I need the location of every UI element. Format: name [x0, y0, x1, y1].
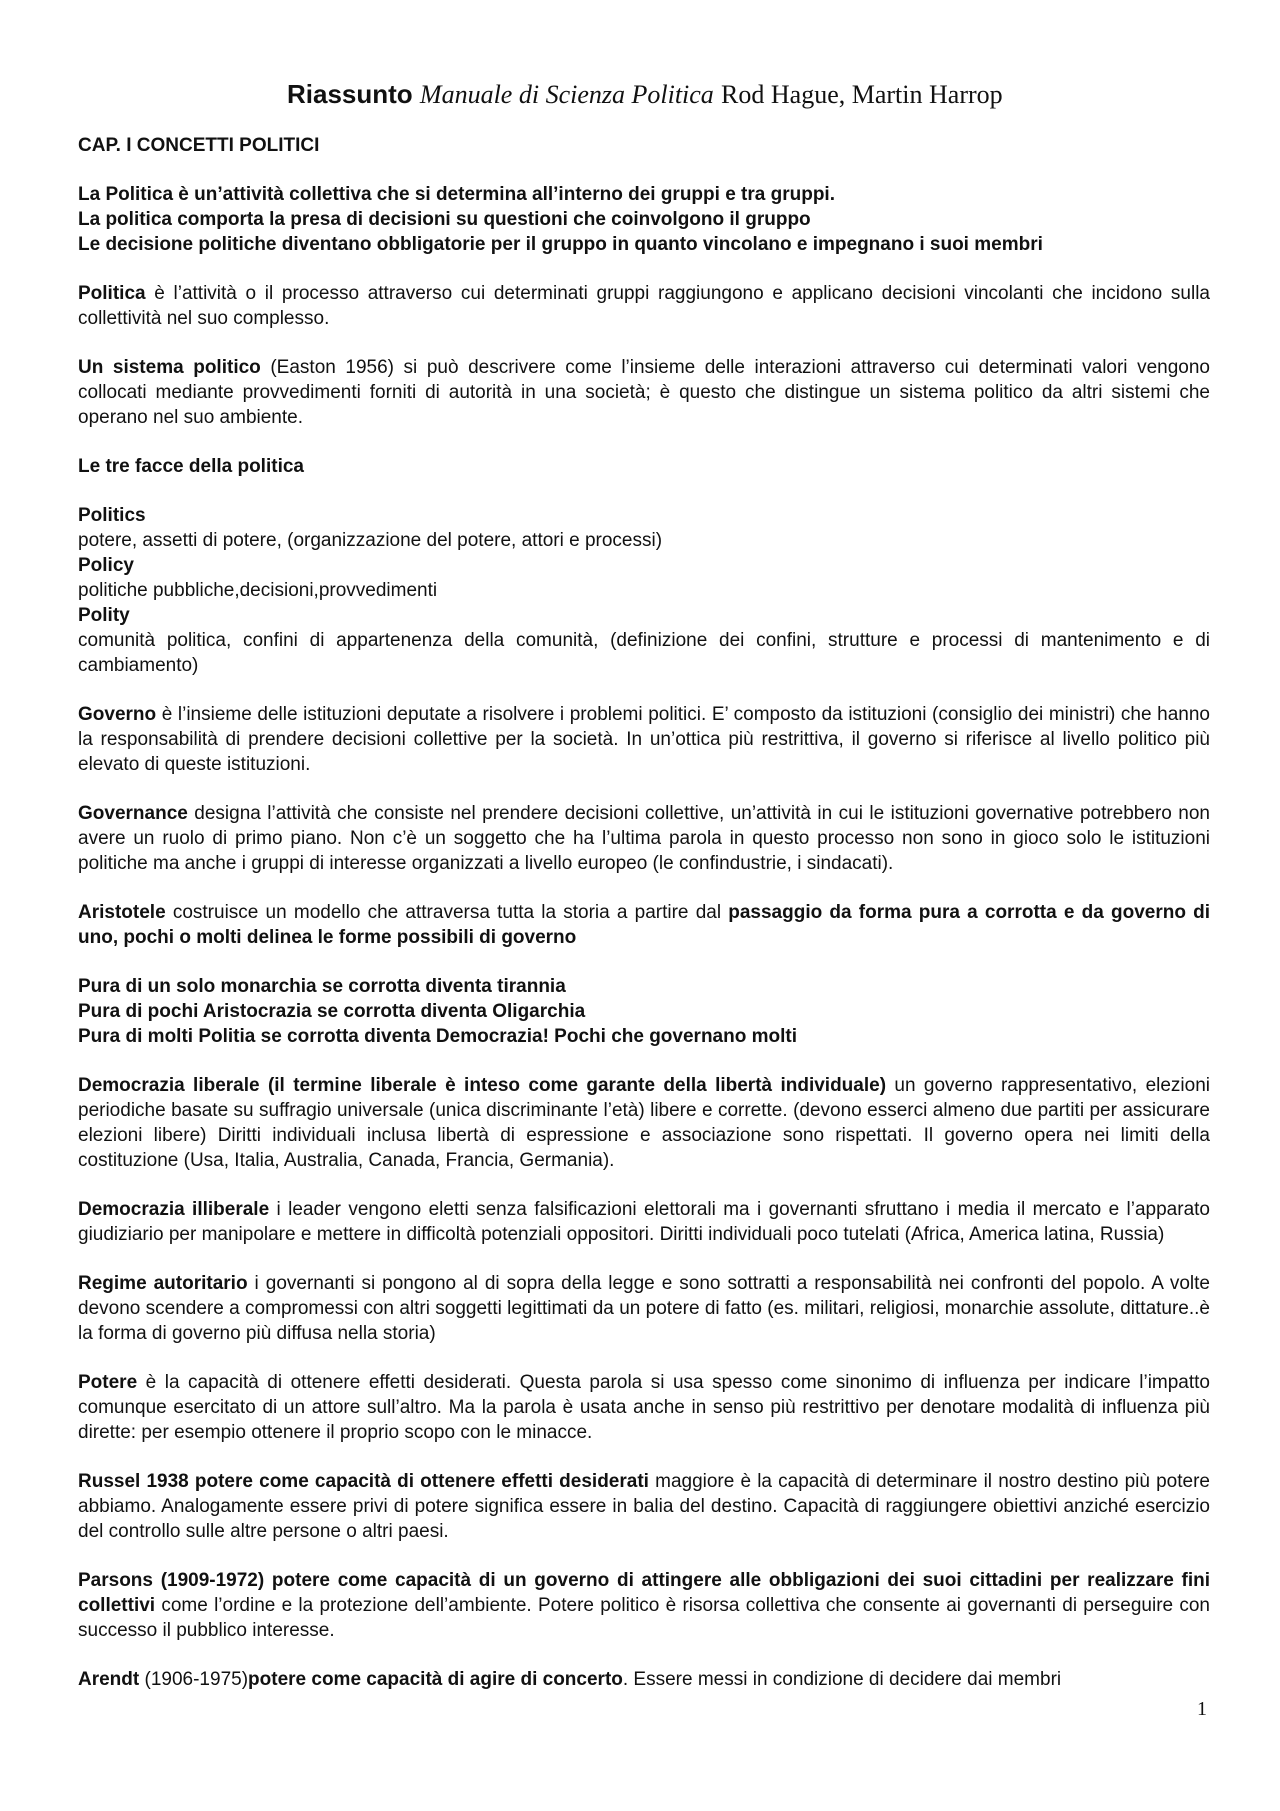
- sistema-term: Un sistema politico: [78, 357, 261, 378]
- forma-line: Pura di molti Politia se corrotta diventa Democrazia! Pochi che governano molti: [78, 1026, 797, 1047]
- tre-facce-heading: Le tre facce della politica: [78, 456, 304, 477]
- potere-text: è la capacità di ottenere effetti desiderati. Questa parola si usa spesso come sinonimo di influenza per indicare l’impatto comunque esercitato di un attore sull’altro. Ma la parola è usata anche in senso più restrittivo per denotare modalità di influenza più dirette: per esempio ottenere il proprio scopo con le minacce.: [78, 1372, 1210, 1443]
- politics-text: potere, assetti di potere, (organizzazione del potere, attori e processi): [78, 530, 663, 551]
- russel-paragraph: [78, 1469, 1210, 1544]
- politica-term: Politica: [78, 283, 146, 304]
- regime-text: i governanti si pongono al di sopra della legge e sono sottratti a responsabilità nei confronti del popolo. A volte devono scendere a compromessi con altri soggetti legittimati da un potere di fatto (es. militari, religiosi, monarchie assolute, dittature..è la forma di governo più diffusa nella storia): [78, 1273, 1211, 1344]
- document-title: [287, 78, 1087, 111]
- politics-term: Politics: [78, 505, 146, 526]
- sistema-text: (Easton 1956) si può descrivere come l’insieme delle interazioni attraverso cui determinati valori vengono collocati mediante provvedimenti forniti di autorità in una società; è questo che distingue un sistema politico da altri sistemi che operano nel suo ambiente.: [78, 357, 1210, 428]
- dem-illiberale-text: i leader vengono eletti senza falsificazioni elettorali ma i governanti sfruttano i media il mercato e l’apparato giudiziario per manipolare e mettere in difficoltà potenziali oppositori. Diritti individuali poco tutelati (Africa, America latina, Russia): [78, 1199, 1210, 1245]
- sistema-paragraph: [78, 355, 1210, 430]
- politica-text: è l’attività o il processo attraverso cui determinati gruppi raggiungono e applicano decisioni vincolanti che incidono sulla collettività nel suo complesso.: [78, 283, 1210, 329]
- intro-paragraph: [78, 182, 1210, 257]
- facce-paragraph: [78, 503, 1210, 678]
- governance-term: Governance: [78, 803, 188, 824]
- aristotele-text: costruisce un modello che attraversa tutta la storia a partire dal: [165, 902, 729, 923]
- polity-line: [78, 603, 1210, 678]
- potere-paragraph: [78, 1370, 1210, 1445]
- intro-line: La politica comporta la presa di decisioni su questioni che coinvolgono il gruppo: [78, 209, 811, 230]
- policy-text: politiche pubbliche,decisioni,provvedimenti: [78, 580, 438, 601]
- title-authors: Rod Hague, Martin Harrop: [721, 80, 1003, 109]
- aristotele-paragraph: [78, 900, 1210, 950]
- parsons-term: Parsons (1909-1972) potere come capacità di un governo di attingere alle obbligazioni dei suoi cittadini per realizzare fini collettivi: [78, 1570, 1210, 1616]
- policy-term: Policy: [78, 555, 134, 576]
- polity-text: comunità politica, confini di appartenenza della comunità, (definizione dei confini, strutture e processi di mantenimento e di cambiamento): [78, 630, 1210, 676]
- intro-line: La Politica è un’attività collettiva che si determina all’interno dei gruppi e tra gruppi.: [78, 184, 835, 205]
- governo-term: Governo: [78, 704, 157, 725]
- forma-line: Pura di pochi Aristocrazia se corrotta diventa Oligarchia: [78, 1001, 586, 1022]
- politica-paragraph: [78, 281, 1210, 331]
- dem-liberale-paragraph: [78, 1073, 1210, 1173]
- forma-line: Pura di un solo monarchia se corrotta diventa tirannia: [78, 976, 566, 997]
- forme-paragraph: [78, 974, 1210, 1049]
- intro-line: Le decisione politiche diventano obbligatorie per il gruppo in quanto vincolano e impegnano i suoi membri: [78, 234, 1043, 255]
- polity-term: Polity: [78, 605, 130, 626]
- arendt-paragraph: [78, 1667, 1210, 1692]
- title-book: Manuale di Scienza Politica: [419, 80, 714, 109]
- potere-term: Potere: [78, 1372, 138, 1393]
- arendt-years: (1906-1975): [139, 1669, 249, 1690]
- russel-term: Russel 1938 potere come capacità di ottenere effetti desiderati: [78, 1471, 649, 1492]
- dem-liberale-text: un governo rappresentativo, elezioni periodiche basate su suffragio universale (unica discriminante l’età) libere e corrette. (devono esserci almeno due partiti per assicurare elezioni libere) Diritti individuali inclusa libertà di espressione e associazione sono rispettati. Il governo opera nei limiti della costituzione (Usa, Italia, Australia, Canada, Francia, Germania).: [78, 1075, 1210, 1171]
- aristotele-term: Aristotele: [78, 902, 166, 923]
- dem-illiberale-paragraph: [78, 1197, 1210, 1247]
- governo-paragraph: [78, 702, 1210, 777]
- chapter-heading: CAP. I CONCETTI POLITICI: [78, 135, 320, 156]
- document-body: [78, 182, 1210, 1692]
- dem-illiberale-term: Democrazia illiberale: [78, 1199, 270, 1220]
- arendt-bold: potere come capacità di agire di concerto: [248, 1669, 623, 1690]
- policy-line: [78, 553, 1210, 603]
- aristotele-bold: passaggio da forma pura a corrotta e da governo di uno, pochi o molti delinea le forme possibili di governo: [78, 902, 1211, 948]
- parsons-paragraph: [78, 1568, 1210, 1643]
- russel-text: maggiore è la capacità di determinare il nostro destino più potere abbiamo. Analogamente essere privi di potere significa essere in balia del destino. Capacità di raggiungere obiettivi anziché esercizio del controllo sulle altre persone o altri paesi.: [78, 1471, 1210, 1542]
- parsons-text: come l’ordine e la protezione dell’ambiente. Potere politico è risorsa collettiva che consente ai governanti di perseguire con successo il pubblico interesse.: [78, 1595, 1210, 1641]
- title-riassunto: Riassunto: [287, 79, 413, 109]
- dem-liberale-term: Democrazia liberale (il termine liberale è inteso come garante della libertà individuale): [78, 1075, 887, 1096]
- regime-term: Regime autoritario: [78, 1273, 248, 1294]
- governo-text: è l’insieme delle istituzioni deputate a risolvere i problemi politici. E’ composto da istituzioni (consiglio dei ministri) che hanno la responsabilità di prendere decisioni collettive per la società. In un’ottica più restrittiva, il governo si riferisce al livello politico più elevato di queste istituzioni.: [78, 704, 1210, 775]
- regime-paragraph: [78, 1271, 1210, 1346]
- arendt-text: . Essere messi in condizione di decidere dai membri: [622, 1669, 1062, 1690]
- politics-line: [78, 503, 1210, 553]
- governance-text: designa l’attività che consiste nel prendere decisioni collettive, un’attività in cui le istituzioni governative potrebbero non avere un ruolo di primo piano. Non c’è un soggetto che ha l’ultima parola in questo processo non sono in gioco solo le istituzioni politiche ma anche i gruppi di interesse organizzati a livello europeo (le confindustrie, i sindacati).: [78, 803, 1210, 874]
- governance-paragraph: [78, 801, 1210, 876]
- page-number: 1: [1197, 1698, 1207, 1720]
- arendt-term: Arendt: [78, 1669, 140, 1690]
